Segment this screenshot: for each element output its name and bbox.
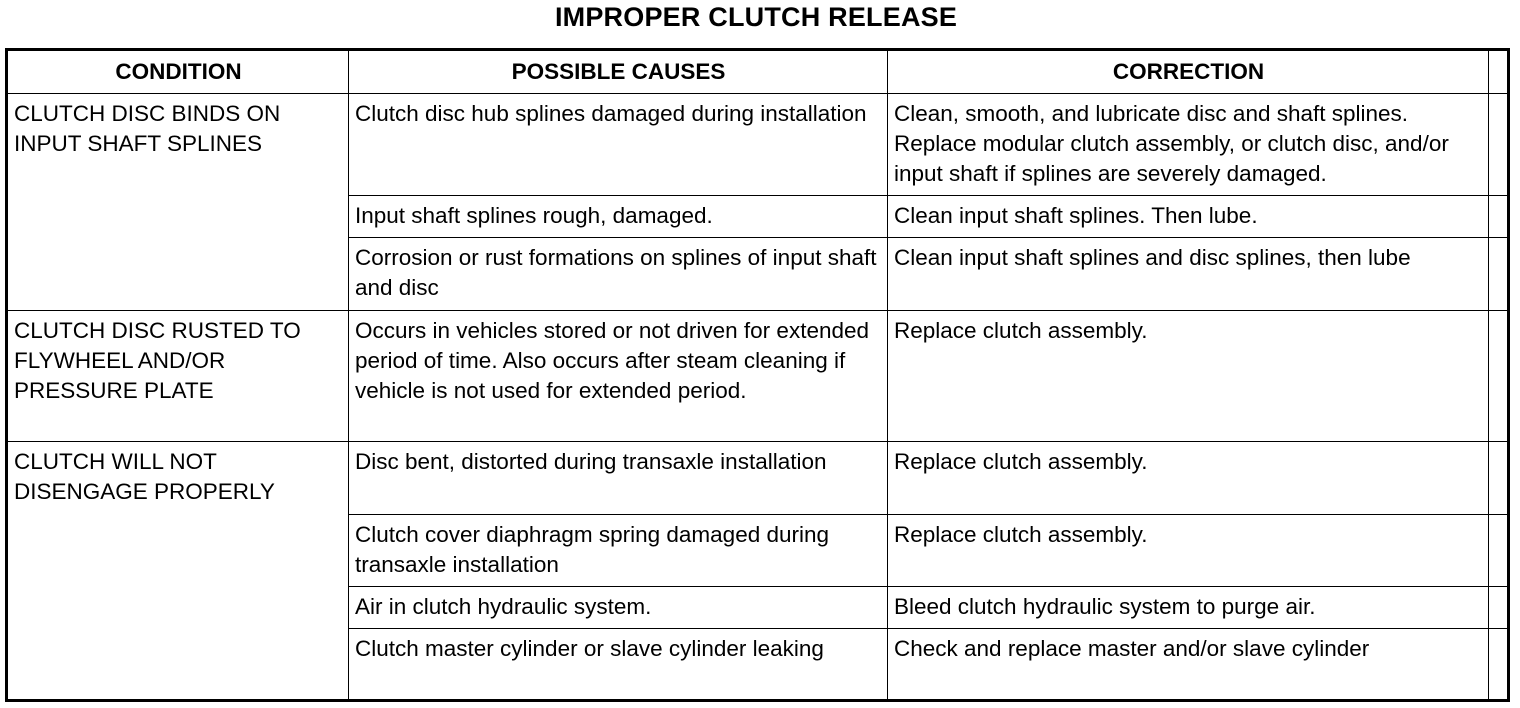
page-title: IMPROPER CLUTCH RELEASE <box>554 2 958 32</box>
blank-cell <box>1489 94 1509 196</box>
table-row <box>7 442 1509 515</box>
correction-cell: Replace clutch assembly. <box>888 442 1489 515</box>
blank-cell <box>1489 311 1509 442</box>
column-header-possible-causes: POSSIBLE CAUSES <box>349 50 888 94</box>
blank-column-cell <box>1489 50 1509 94</box>
correction-cell: Replace clutch assembly. <box>888 515 1489 587</box>
cause-cell: Occurs in vehicles stored or not driven for extended period of time. Also occurs after steam cleaning if vehicle is not used for extended period. <box>349 311 888 442</box>
cause-cell: Corrosion or rust formations on splines of input shaft and disc <box>349 238 888 311</box>
blank-cell <box>1489 587 1509 629</box>
condition-cell: CLUTCH DISC BINDS ON INPUT SHAFT SPLINES <box>7 94 349 311</box>
blank-cell <box>1489 442 1509 515</box>
column-header-correction: CORRECTION <box>888 50 1489 94</box>
blank-cell <box>1489 629 1509 701</box>
blank-cell <box>1489 515 1509 587</box>
blank-cell <box>1489 238 1509 311</box>
cause-cell: Input shaft splines rough, damaged. <box>349 196 888 238</box>
cause-cell: Disc bent, distorted during transaxle installation <box>349 442 888 515</box>
blank-cell <box>1489 196 1509 238</box>
correction-cell: Clean input shaft splines. Then lube. <box>888 196 1489 238</box>
column-header-condition: CONDITION <box>7 50 349 94</box>
correction-cell: Bleed clutch hydraulic system to purge air. <box>888 587 1489 629</box>
cause-cell: Clutch disc hub splines damaged during installation <box>349 94 888 196</box>
cause-cell: Clutch master cylinder or slave cylinder leaking <box>349 629 888 701</box>
condition-cell: CLUTCH WILL NOT DISENGAGE PROPERLY <box>7 442 349 701</box>
condition-cell: CLUTCH DISC RUSTED TO FLYWHEEL AND/OR PRESSURE PLATE <box>7 311 349 442</box>
cause-cell: Clutch cover diaphragm spring damaged during transaxle installation <box>349 515 888 587</box>
correction-cell: Replace clutch assembly. <box>888 311 1489 442</box>
cause-cell: Air in clutch hydraulic system. <box>349 587 888 629</box>
correction-cell: Clean, smooth, and lubricate disc and shaft splines. Replace modular clutch assembly, or clutch disc, and/or input shaft if splines are severely damaged. <box>888 94 1489 196</box>
table-row <box>7 311 1509 442</box>
table-row <box>7 94 1509 196</box>
correction-cell: Check and replace master and/or slave cylinder <box>888 629 1489 701</box>
diagnosis-table <box>5 48 1510 702</box>
correction-cell: Clean input shaft splines and disc splines, then lube <box>888 238 1489 311</box>
table-header-row <box>7 50 1509 94</box>
